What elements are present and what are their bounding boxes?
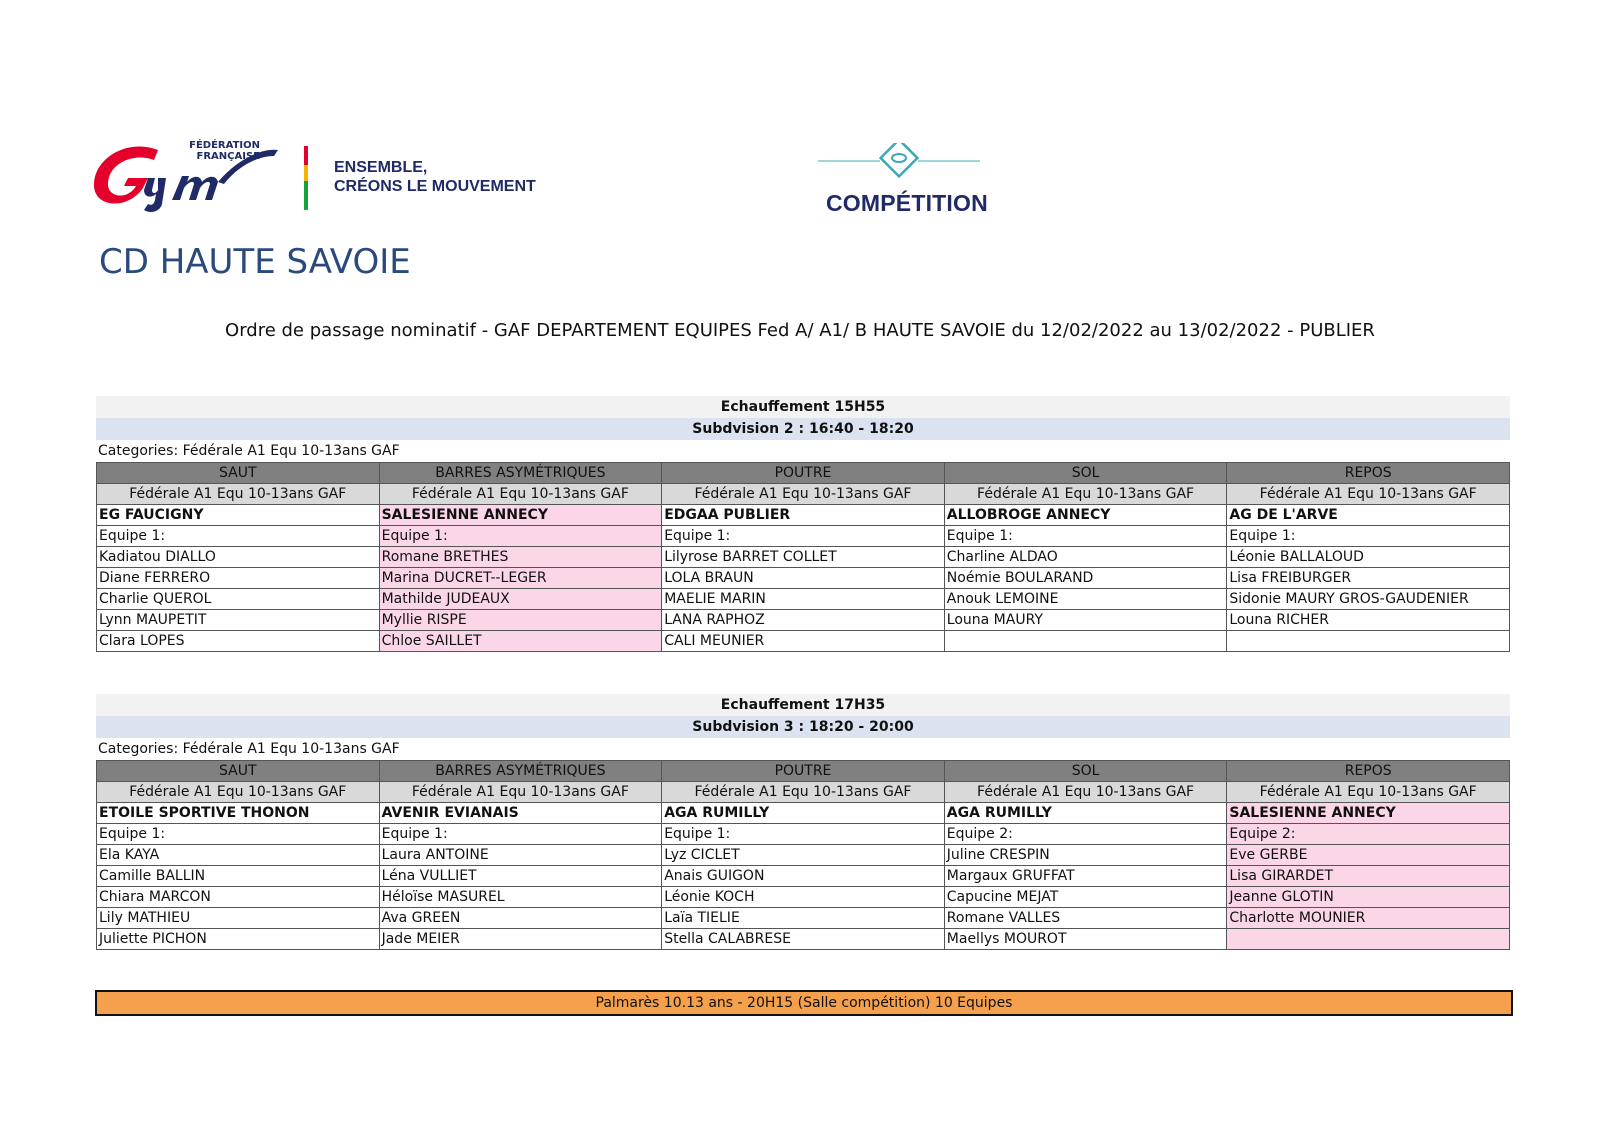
gymnast-cell bbox=[1227, 929, 1510, 950]
category-row bbox=[97, 484, 1510, 505]
gymnast-cell: Lisa GIRARDET bbox=[1227, 866, 1510, 887]
category-cell: Fédérale A1 Equ 10-13ans GAF bbox=[1227, 782, 1510, 803]
category-cell: Fédérale A1 Equ 10-13ans GAF bbox=[662, 782, 945, 803]
gymnast-cell: Chloe SAILLET bbox=[379, 631, 662, 652]
document-subtitle: Ordre de passage nominatif - GAF DEPARTEMENT EQUIPES Fed A/ A1/ B HAUTE SAVOIE du 12/02/2022 au 13/02/2022 - PUBLIER bbox=[225, 320, 1375, 341]
subdivision-block-3 bbox=[96, 694, 1510, 950]
gymnast-cell bbox=[944, 631, 1227, 652]
column-header: SAUT bbox=[97, 761, 380, 782]
gymnast-row bbox=[97, 866, 1510, 887]
gymnast-cell: LANA RAPHOZ bbox=[662, 610, 945, 631]
column-header: SOL bbox=[944, 761, 1227, 782]
team-cell: Equipe 1: bbox=[662, 824, 945, 845]
category-row bbox=[97, 782, 1510, 803]
gymnast-cell: Sidonie MAURY GROS-GAUDENIER bbox=[1227, 589, 1510, 610]
gymnast-cell: Jade MEIER bbox=[379, 929, 662, 950]
column-header: SOL bbox=[944, 463, 1227, 484]
categories-label: Categories: Fédérale A1 Equ 10-13ans GAF bbox=[98, 443, 400, 459]
gymnast-cell: Jeanne GLOTIN bbox=[1227, 887, 1510, 908]
rotation-table bbox=[96, 760, 1510, 950]
club-cell: AGA RUMILLY bbox=[662, 803, 945, 824]
ffgym-federation-text: FÉDÉRATION FRANÇAISE bbox=[189, 140, 260, 162]
column-header: REPOS bbox=[1227, 463, 1510, 484]
club-row bbox=[97, 505, 1510, 526]
gymnast-cell: LOLA BRAUN bbox=[662, 568, 945, 589]
apparatus-header-row bbox=[97, 463, 1510, 484]
column-header: BARRES ASYMÉTRIQUES bbox=[379, 761, 662, 782]
club-cell: ETOILE SPORTIVE THONON bbox=[97, 803, 380, 824]
category-cell: Fédérale A1 Equ 10-13ans GAF bbox=[662, 484, 945, 505]
gymnast-row bbox=[97, 547, 1510, 568]
gymnast-cell: Charlotte MOUNIER bbox=[1227, 908, 1510, 929]
team-cell: Equipe 1: bbox=[1227, 526, 1510, 547]
club-cell: AVENIR EVIANAIS bbox=[379, 803, 662, 824]
club-cell: EDGAA PUBLIER bbox=[662, 505, 945, 526]
gymnast-cell: Juline CRESPIN bbox=[944, 845, 1227, 866]
gymnast-cell: Mathilde JUDEAUX bbox=[379, 589, 662, 610]
gymnast-cell: Louna RICHER bbox=[1227, 610, 1510, 631]
team-row bbox=[97, 526, 1510, 547]
gymnast-cell: Lyz CICLET bbox=[662, 845, 945, 866]
gymnast-cell: Noémie BOULARAND bbox=[944, 568, 1227, 589]
gymnast-cell: Lisa FREIBURGER bbox=[1227, 568, 1510, 589]
gymnast-row bbox=[97, 845, 1510, 866]
club-cell: SALESIENNE ANNECY bbox=[379, 505, 662, 526]
category-cell: Fédérale A1 Equ 10-13ans GAF bbox=[1227, 484, 1510, 505]
gymnast-cell: Léna VULLIET bbox=[379, 866, 662, 887]
category-cell: Fédérale A1 Equ 10-13ans GAF bbox=[944, 782, 1227, 803]
gymnast-row bbox=[97, 589, 1510, 610]
gymnast-cell bbox=[1227, 631, 1510, 652]
team-cell: Equipe 1: bbox=[379, 526, 662, 547]
gymnast-cell: Léonie BALLALOUD bbox=[1227, 547, 1510, 568]
gymnast-cell: Anouk LEMOINE bbox=[944, 589, 1227, 610]
club-row bbox=[97, 803, 1510, 824]
gymnast-cell: Romane BRETHES bbox=[379, 547, 662, 568]
gymnast-cell: Louna MAURY bbox=[944, 610, 1227, 631]
club-cell: AGA RUMILLY bbox=[944, 803, 1227, 824]
team-cell: Equipe 1: bbox=[379, 824, 662, 845]
club-cell: SALESIENNE ANNECY bbox=[1227, 803, 1510, 824]
page-title: CD HAUTE SAVOIE bbox=[99, 242, 411, 282]
gymnast-cell: Lynn MAUPETIT bbox=[97, 610, 380, 631]
gymnast-cell: Chiara MARCON bbox=[97, 887, 380, 908]
gymnast-cell: Myllie RISPE bbox=[379, 610, 662, 631]
gymnast-cell: Charlie QUEROL bbox=[97, 589, 380, 610]
gymnast-cell: Anais GUIGON bbox=[662, 866, 945, 887]
gymnast-cell: Léonie KOCH bbox=[662, 887, 945, 908]
subdivision-band: Subdvision 2 : 16:40 - 18:20 bbox=[96, 418, 1510, 440]
subdivision-band: Subdvision 3 : 18:20 - 20:00 bbox=[96, 716, 1510, 738]
column-header: SAUT bbox=[97, 463, 380, 484]
gymnast-cell: CALI MEUNIER bbox=[662, 631, 945, 652]
gymnast-cell: MAELIE MARIN bbox=[662, 589, 945, 610]
team-cell: Equipe 1: bbox=[662, 526, 945, 547]
team-cell: Equipe 1: bbox=[97, 824, 380, 845]
club-cell: ALLOBROGE ANNECY bbox=[944, 505, 1227, 526]
team-cell: Equipe 2: bbox=[1227, 824, 1510, 845]
gymnast-row bbox=[97, 631, 1510, 652]
column-header: REPOS bbox=[1227, 761, 1510, 782]
gymnast-cell: Marina DUCRET--LEGER bbox=[379, 568, 662, 589]
club-cell: EG FAUCIGNY bbox=[97, 505, 380, 526]
gymnast-cell: Lilyrose BARRET COLLET bbox=[662, 547, 945, 568]
gymnast-row bbox=[97, 929, 1510, 950]
category-cell: Fédérale A1 Equ 10-13ans GAF bbox=[379, 782, 662, 803]
gymnast-cell: Capucine MEJAT bbox=[944, 887, 1227, 908]
competition-label: COMPÉTITION bbox=[826, 190, 988, 216]
slogan: ENSEMBLE, CRÉONS LE MOUVEMENT bbox=[334, 159, 536, 195]
gymnast-cell: Maellys MOUROT bbox=[944, 929, 1227, 950]
warmup-band: Echauffement 17H35 bbox=[96, 694, 1510, 716]
gymnast-cell: Héloïse MASUREL bbox=[379, 887, 662, 908]
gymnast-cell: Stella CALABRESE bbox=[662, 929, 945, 950]
team-cell: Equipe 1: bbox=[97, 526, 380, 547]
logo-separator bbox=[304, 146, 308, 210]
column-header: BARRES ASYMÉTRIQUES bbox=[379, 463, 662, 484]
team-cell: Equipe 1: bbox=[944, 526, 1227, 547]
rotation-table bbox=[96, 462, 1510, 652]
gymnast-cell: Laura ANTOINE bbox=[379, 845, 662, 866]
club-cell: AG DE L'ARVE bbox=[1227, 505, 1510, 526]
gymnast-cell: Ela KAYA bbox=[97, 845, 380, 866]
gymnast-row bbox=[97, 568, 1510, 589]
gymnast-cell: Charline ALDAO bbox=[944, 547, 1227, 568]
gymnast-row bbox=[97, 610, 1510, 631]
gymnast-cell: Camille BALLIN bbox=[97, 866, 380, 887]
gymnast-cell: Margaux GRUFFAT bbox=[944, 866, 1227, 887]
category-cell: Fédérale A1 Equ 10-13ans GAF bbox=[97, 782, 380, 803]
column-header: POUTRE bbox=[662, 463, 945, 484]
category-cell: Fédérale A1 Equ 10-13ans GAF bbox=[944, 484, 1227, 505]
gymnast-cell: Diane FERRERO bbox=[97, 568, 380, 589]
apparatus-header-row bbox=[97, 761, 1510, 782]
subdivision-block-2 bbox=[96, 396, 1510, 652]
warmup-band: Echauffement 15H55 bbox=[96, 396, 1510, 418]
categories-label: Categories: Fédérale A1 Equ 10-13ans GAF bbox=[98, 741, 400, 757]
gymnast-cell: Eve GERBE bbox=[1227, 845, 1510, 866]
gymnast-cell: Romane VALLES bbox=[944, 908, 1227, 929]
gymnast-cell: Lily MATHIEU bbox=[97, 908, 380, 929]
team-row bbox=[97, 824, 1510, 845]
category-cell: Fédérale A1 Equ 10-13ans GAF bbox=[379, 484, 662, 505]
gymnast-row bbox=[97, 887, 1510, 908]
gymnast-cell: Clara LOPES bbox=[97, 631, 380, 652]
palmares-banner: Palmarès 10.13 ans - 20H15 (Salle compétition) 10 Equipes bbox=[95, 990, 1513, 1016]
gymnast-cell: Kadiatou DIALLO bbox=[97, 547, 380, 568]
gymnast-cell: Ava GREEN bbox=[379, 908, 662, 929]
gymnast-cell: Juliette PICHON bbox=[97, 929, 380, 950]
gymnast-row bbox=[97, 908, 1510, 929]
column-header: POUTRE bbox=[662, 761, 945, 782]
team-cell: Equipe 2: bbox=[944, 824, 1227, 845]
gymnast-cell: Laïa TIELIE bbox=[662, 908, 945, 929]
category-cell: Fédérale A1 Equ 10-13ans GAF bbox=[97, 484, 380, 505]
